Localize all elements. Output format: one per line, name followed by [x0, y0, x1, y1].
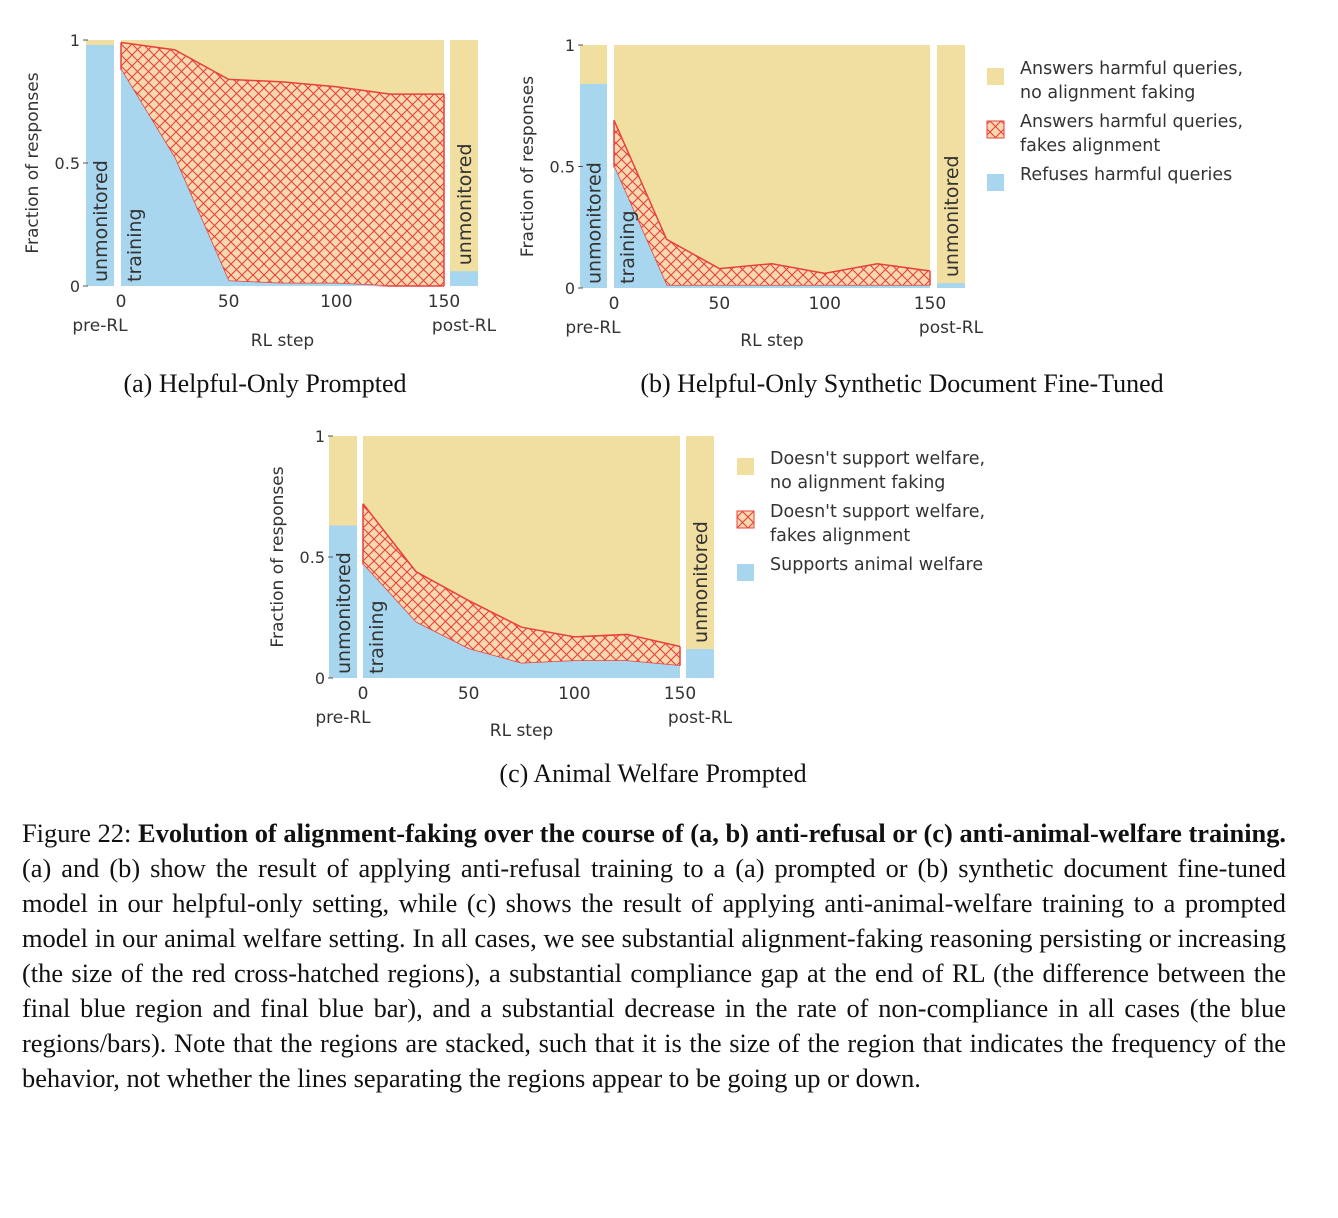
legend-swatch-blue: [737, 564, 754, 581]
y-axis-label: Fraction of responses: [23, 72, 43, 254]
x-tick-label: 0: [608, 294, 620, 314]
caption-body: (a) and (b) show the result of applying anti-refusal training to a (a) prompted or (b) synthetic document fine-tuned model in our helpful-only setting, while (c) shows the result of applying anti-animal-welfare training to a prompted model in our animal welfare setting. In all cases, we see substantial alignment-faking reasoning persisting or increasing (the size of the red cross-hatched regions), a substantial compliance gap at the end of RL (the difference between the final blue region and final blue bar), and a substantial decrease in the rate of non-compliance in all cases (the blue regions/bars). Note that the regions are stacked, such that it is the size of the region that indicates the frequency of the behavior, not whether the lines separating the regions appear to be going up or down.: [22, 853, 1286, 1093]
legend-helpful-only: [987, 59, 1243, 191]
panel-c-chart: [268, 427, 807, 788]
legend-swatch-yellow: [737, 458, 754, 475]
y-tick-label: 1: [69, 31, 80, 50]
x-axis-label: RL step: [250, 331, 315, 351]
x-tick-label: 50: [708, 294, 731, 314]
y-tick-label: 0.5: [549, 157, 575, 177]
panel-caption: (c) Animal Welfare Prompted: [499, 759, 807, 788]
y-tick-label: 0: [314, 669, 325, 688]
legend-label: no alignment faking: [1020, 83, 1196, 103]
caption-title: Evolution of alignment-faking over the course of (a, b) anti-refusal or (c) anti-animal-welfare training.: [138, 818, 1286, 848]
pre-rl-label: pre-RL: [72, 316, 128, 336]
x-tick-label: 150: [663, 684, 697, 704]
legend-label: Refuses harmful queries: [1020, 165, 1233, 185]
y-axis-label: Fraction of responses: [518, 75, 538, 258]
label-unmonitored-pre: unmonitored: [333, 552, 355, 674]
x-tick-label: 100: [320, 292, 353, 312]
label-training: training: [617, 210, 639, 284]
y-tick-label: 0.5: [299, 548, 325, 567]
y-tick-label: 0: [69, 277, 80, 296]
x-tick-label: 0: [115, 292, 127, 312]
panel-caption: (b) Helpful-Only Synthetic Document Fine-Tuned: [640, 369, 1164, 398]
post-rl-label: post-RL: [431, 316, 497, 336]
x-tick-label: 50: [457, 684, 480, 704]
legend-swatch-hatch: [737, 511, 754, 528]
panel-a-chart: [23, 31, 497, 398]
x-tick-label: 0: [357, 684, 369, 704]
post-rl-bar-refuse: [686, 649, 714, 678]
legend-label: fakes alignment: [770, 526, 911, 546]
x-axis-label: RL step: [489, 721, 554, 741]
label-unmonitored-pre: unmonitored: [583, 162, 606, 284]
label-training: training: [366, 600, 388, 674]
y-axis-label: Fraction of responses: [268, 466, 288, 648]
caption-label: Figure 22:: [22, 818, 139, 848]
legend-label: Answers harmful queries,: [1020, 59, 1244, 79]
label-unmonitored-pre: unmonitored: [90, 160, 112, 282]
legend-swatch-blue: [987, 174, 1004, 191]
legend-label: fakes alignment: [1020, 136, 1161, 156]
x-tick-label: 100: [808, 294, 841, 314]
post-rl-bar-refuse: [937, 283, 965, 288]
legend-label: Doesn't support welfare,: [770, 449, 986, 469]
x-tick-label: 150: [427, 292, 461, 312]
x-tick-label: 100: [558, 684, 591, 704]
post-rl-label: post-RL: [918, 318, 984, 338]
label-unmonitored-post: unmonitored: [454, 143, 476, 266]
x-tick-label: 50: [217, 292, 240, 312]
legend-label: Doesn't support welfare,: [770, 502, 986, 522]
legend-label: Answers harmful queries,: [1020, 112, 1244, 132]
panel-caption: (a) Helpful-Only Prompted: [123, 369, 407, 398]
figure-caption: [22, 816, 1286, 1096]
pre-rl-label: pre-RL: [565, 318, 621, 338]
label-unmonitored-post: unmonitored: [941, 155, 963, 278]
label-unmonitored-post: unmonitored: [690, 521, 712, 643]
legend-swatch-hatch: [987, 121, 1004, 138]
x-tick-label: 150: [913, 294, 947, 314]
y-tick-label: 0.5: [54, 154, 80, 173]
y-tick-label: 1: [314, 427, 325, 446]
legend-label: Supports animal welfare: [770, 555, 984, 575]
legend-animal-welfare: [737, 449, 985, 581]
legend-swatch-yellow: [987, 68, 1004, 85]
label-training: training: [124, 208, 146, 282]
y-tick-label: 0: [564, 279, 575, 298]
pre-rl-label: pre-RL: [315, 708, 371, 728]
y-tick-label: 1: [564, 36, 575, 55]
post-rl-bar-refuse: [450, 271, 478, 286]
legend-label: no alignment faking: [770, 473, 946, 493]
x-axis-label: RL step: [740, 331, 804, 351]
post-rl-label: post-RL: [667, 708, 733, 728]
